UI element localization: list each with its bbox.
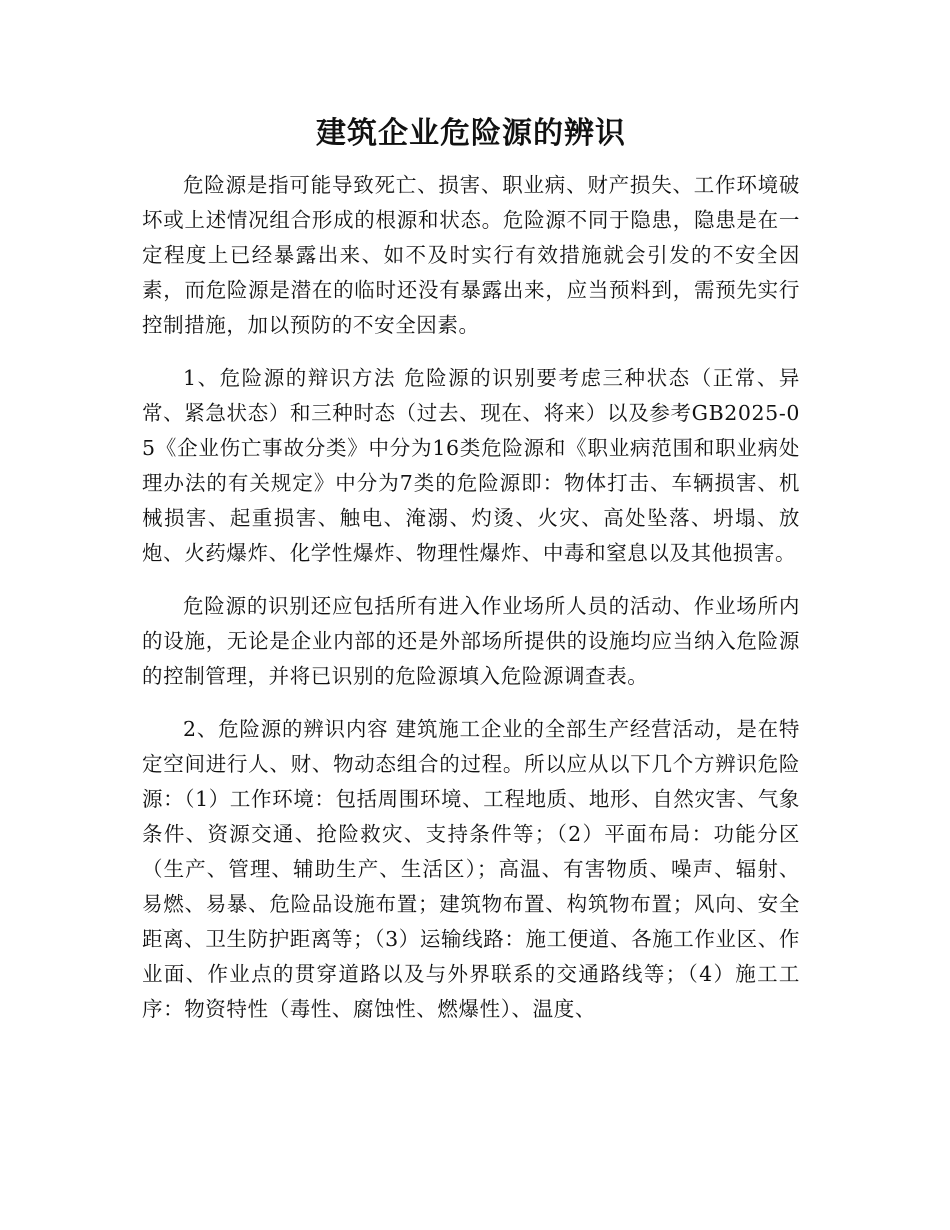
paragraph-identification-content: 2、危险源的辨识内容 建筑施工企业的全部生产经营活动，是在特定空间进行人、财、物动态组合的过程。所以应从以下几个方辨识危险源：（1）工作环境：包括周围环境、工程地质、地形、自然灾害、气象条件、资源交通、抢险救灾、支持条件等；（2）平面布局：功能分区（生产、管理、辅助生产、生活区）；高温、有害物质、噪声、辐射、易燃、易暴、危险品设施布置；建筑物布置、构筑物布置；风向、安全距离、卫生防护距离等；（3）运输线路：施工便道、各施工作业区、作业面、作业点的贯穿道路以及与外界联系的交通路线等；（4）施工工序：物资特性（毒性、腐蚀性、燃爆性）、温度、 bbox=[142, 717, 800, 1021]
document-title: 建筑企业危险源的辨识 bbox=[316, 116, 626, 151]
paragraph-identification-method: 1、危险源的辩识方法 危险源的识别要考虑三种状态（正常、异常、紧急状态）和三种时态（过去、现在、将来）以及参考GB2025-05《企业伤亡事故分类》中分为16类危险源和《职业病范围和职业病处理办法的有关规定》中分为7类的危险源即：物体打击、车辆损害、机械损害、起重损害、触电、淹溺、灼烫、火灾、高处坠落、坍塌、放炮、火药爆炸、化学性爆炸、物理性爆炸、中毒和窒息以及其他损害。 bbox=[142, 366, 800, 565]
paragraph-hazard-definition: 危险源是指可能导致死亡、损害、职业病、财产损失、工作环境破坏或上述情况组合形成的根源和状态。危险源不同于隐患，隐患是在一定程度上已经暴露出来、如不及时实行有效措施就会引发的不安全因素，而危险源是潜在的临时还没有暴露出来，应当预料到，需预先实行控制措施，加以预防的不安全因素。 bbox=[142, 173, 800, 337]
paragraph-identification-scope: 危险源的识别还应包括所有进入作业场所人员的活动、作业场所内的设施，无论是企业内部的还是外部场所提供的设施均应当纳入危险源的控制管理，并将已识别的危险源填入危险源调查表。 bbox=[142, 594, 800, 688]
